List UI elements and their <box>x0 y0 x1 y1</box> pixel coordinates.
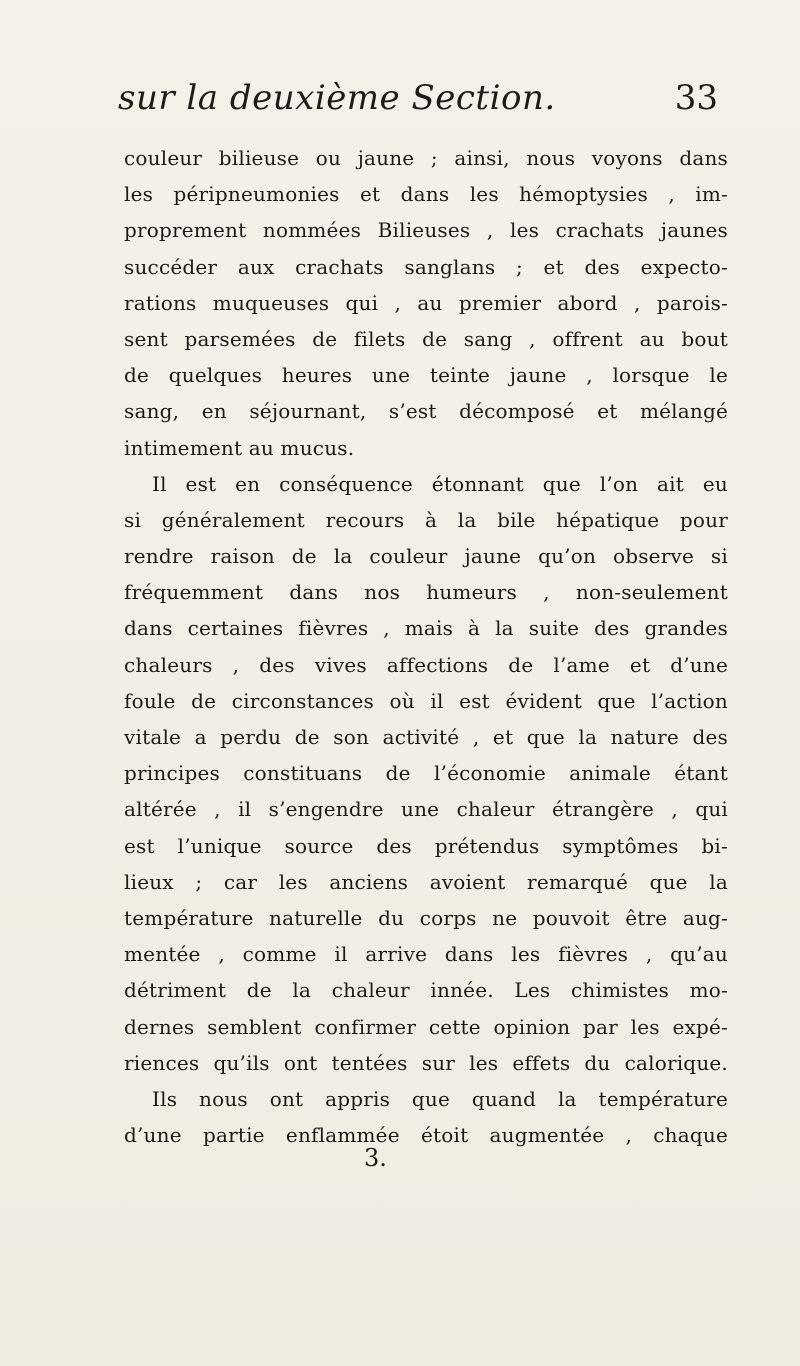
text-line: d’une partie enflammée étoit augmentée , chaque <box>124 1123 728 1148</box>
text-line: est l’unique source des prétendus symptômes bi- <box>124 833 728 858</box>
text-line: altérée , il s’engendre une chaleur étrangère , qui <box>124 797 728 822</box>
text-line: principes constituans de l’économie animale étant <box>124 761 728 786</box>
paragraph-start-line: Il est en conséquence étonnant que l’on ait eu <box>152 471 728 496</box>
text-line: foule de circonstances où il est évident que l’action <box>124 688 728 713</box>
running-head <box>118 78 718 130</box>
text-line: détriment de la chaleur innée. Les chimistes mo- <box>124 978 728 1003</box>
paragraph-start-line: Ils nous ont appris que quand la température <box>152 1086 728 1111</box>
page-number: 33 <box>674 78 718 118</box>
running-title: sur la deuxième Section. <box>118 78 556 118</box>
text-line: riences qu’ils ont tentées sur les effets du calorique. <box>124 1050 728 1075</box>
text-line: température naturelle du corps ne pouvoit être aug- <box>124 905 728 930</box>
text-line: proprement nommées Bilieuses , les crachats jaunes <box>124 218 728 243</box>
text-line: les péripneumonies et dans les hémoptysies , im- <box>124 182 728 207</box>
text-line: si généralement recours à la bile hépatique pour <box>124 507 728 532</box>
text-line: chaleurs , des vives affections de l’ame et d’une <box>124 652 728 677</box>
text-line: dernes semblent confirmer cette opinion par les expé- <box>124 1014 728 1039</box>
body-text <box>124 140 728 1153</box>
signature-mark: 3. <box>364 1144 387 1172</box>
text-line: couleur bilieuse ou jaune ; ainsi, nous voyons dans <box>124 146 728 170</box>
text-line: vitale a perdu de son activité , et que la nature des <box>124 725 728 749</box>
text-line: rendre raison de la couleur jaune qu’on observe si <box>124 544 728 569</box>
text-line: de quelques heures une teinte jaune , lorsque le <box>124 363 728 388</box>
text-line: mentée , comme il arrive dans les fièvres , qu’au <box>124 942 728 967</box>
text-line: lieux ; car les anciens avoient remarqué que la <box>124 869 728 894</box>
text-line: dans certaines fièvres , mais à la suite des grandes <box>124 616 728 641</box>
text-line: sang, en séjournant, s’est décomposé et mélangé <box>124 399 728 424</box>
text-line: sent parsemées de filets de sang , offrent au bout <box>124 326 728 351</box>
text-line: succéder aux crachats sanglans ; et des expecto- <box>124 254 728 279</box>
text-line: rations muqueuses qui , au premier abord , parois- <box>124 290 728 315</box>
paragraph-end-line: intimement au mucus. <box>124 435 355 460</box>
text-line: fréquemment dans nos humeurs , non-seulement <box>124 580 728 605</box>
